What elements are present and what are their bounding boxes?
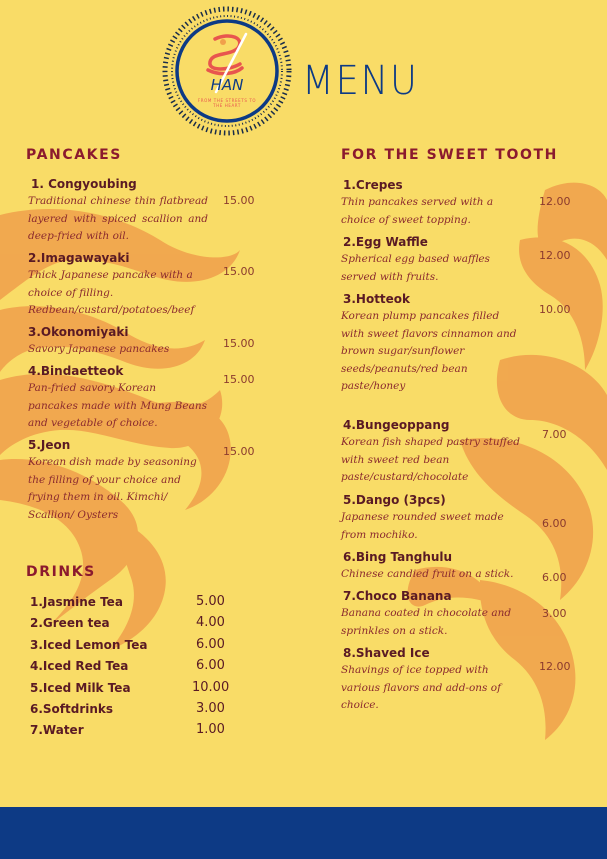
item-description: Spherical egg based waffles served with fruits. — [341, 253, 490, 283]
menu-item-shaved-ice — [341, 645, 521, 715]
item-price: 10.00 — [539, 303, 571, 316]
drink-name: 2.Green tea — [30, 616, 110, 630]
menu-item-bing-tanghulu — [341, 549, 536, 584]
item-name: 4.Bindaetteok — [28, 364, 124, 378]
item-price: 15.00 — [223, 265, 255, 278]
logo-tagline: FROM THE STREETS TO THE HEART — [197, 98, 257, 108]
drink-price: 10.00 — [192, 680, 230, 695]
item-description: Traditional chinese thin flatbread layered with spiced scallion and deep-fried with oil. — [28, 195, 208, 242]
menu-item-egg-waffle — [341, 234, 526, 286]
item-name: 5.Dango (3pcs) — [343, 493, 446, 507]
item-price: 12.00 — [539, 660, 571, 673]
drink-price: 6.00 — [196, 637, 225, 652]
item-name: 4.Bungeoppang — [343, 418, 450, 432]
item-name: 2.Imagawayaki — [28, 251, 130, 265]
item-price: 15.00 — [223, 194, 255, 207]
menu-item-crepes — [341, 177, 526, 229]
menu-item-dango — [341, 492, 526, 544]
item-name: 1.Crepes — [343, 178, 403, 192]
menu-item-jeon — [28, 437, 210, 524]
drink-price: 1.00 — [196, 722, 225, 737]
item-price: 3.00 — [542, 607, 567, 620]
section-title-sweets: FOR THE SWEET TOOTH — [341, 147, 558, 163]
drink-name: 7.Water — [30, 723, 84, 737]
drink-name: 1.Jasmine Tea — [30, 595, 123, 609]
item-name: 7.Choco Banana — [343, 589, 452, 603]
item-description: Savory Japanese pancakes — [28, 343, 170, 355]
item-name: 3.Hotteok — [343, 292, 411, 306]
item-name: 2.Egg Waffle — [343, 235, 428, 249]
page-title: MENU — [302, 58, 419, 104]
menu-item-okonomiyaki — [28, 324, 208, 359]
item-description: Thick Japanese pancake with a choice of filling. Redbean/custard/potatoes/beef — [28, 269, 195, 316]
drink-name: 3.Iced Lemon Tea — [30, 638, 148, 652]
drink-price: 4.00 — [196, 615, 225, 630]
item-name: 5.Jeon — [28, 438, 71, 452]
logo-emblem — [160, 4, 294, 138]
menu-item-congyoubing — [28, 176, 208, 246]
item-price: 7.00 — [542, 428, 567, 441]
item-price: 6.00 — [542, 517, 567, 530]
drink-price: 5.00 — [196, 594, 225, 609]
item-description: Pan-fried savory Korean pancakes made with Mung Beans and vegetable of choice. — [28, 382, 208, 429]
item-description: Chinese candied fruit on a stick. — [341, 568, 514, 580]
item-name: 8.Shaved Ice — [343, 646, 430, 660]
item-description: Korean plump pancakes filled with sweet flavors cinnamon and brown sugar/sunflower seeds/peanuts/red bean paste/honey — [341, 310, 517, 392]
item-price: 6.00 — [542, 571, 567, 584]
item-description: Korean fish shaped pastry stuffed with sweet red bean paste/custard/chocolate — [341, 436, 520, 483]
item-name: 1. Congyoubing — [31, 177, 137, 191]
logo-brand: HAN — [210, 76, 244, 94]
item-price: 12.00 — [539, 249, 571, 262]
item-description: Banana coated in chocolate and sprinkles on a stick. — [341, 607, 512, 637]
item-description: Korean dish made by seasoning the filling of your choice and frying them in oil. Kimchi/ Scallion/ Oysters — [28, 456, 197, 521]
item-price: 15.00 — [223, 373, 255, 386]
item-price: 15.00 — [223, 445, 255, 458]
drink-price: 6.00 — [196, 658, 225, 673]
item-name: 3.Okonomiyaki — [28, 325, 129, 339]
drink-name: 4.Iced Red Tea — [30, 659, 129, 673]
menu-item-imagawayaki — [28, 250, 208, 320]
han-logo — [160, 4, 294, 138]
item-price: 12.00 — [539, 195, 571, 208]
drink-name: 5.Iced Milk Tea — [30, 681, 131, 695]
item-description: Japanese rounded sweet made from mochiko. — [341, 511, 504, 541]
menu-item-bungeoppang — [341, 417, 521, 487]
drink-name: 6.Softdrinks — [30, 702, 114, 716]
menu-item-bindaetteok — [28, 363, 208, 433]
section-title-pancakes: PANCAKES — [26, 147, 122, 163]
item-name: 6.Bing Tanghulu — [343, 550, 453, 564]
item-description: Thin pancakes served with a choice of sweet topping. — [341, 196, 494, 226]
menu-item-hotteok — [341, 291, 521, 396]
section-title-drinks: DRINKS — [26, 564, 96, 580]
footer-bar — [0, 807, 607, 859]
menu-item-choco-banana — [341, 588, 526, 640]
item-price: 15.00 — [223, 337, 255, 350]
item-description: Shavings of ice topped with various flavors and add-ons of choice. — [341, 664, 501, 711]
drink-price: 3.00 — [196, 701, 225, 716]
